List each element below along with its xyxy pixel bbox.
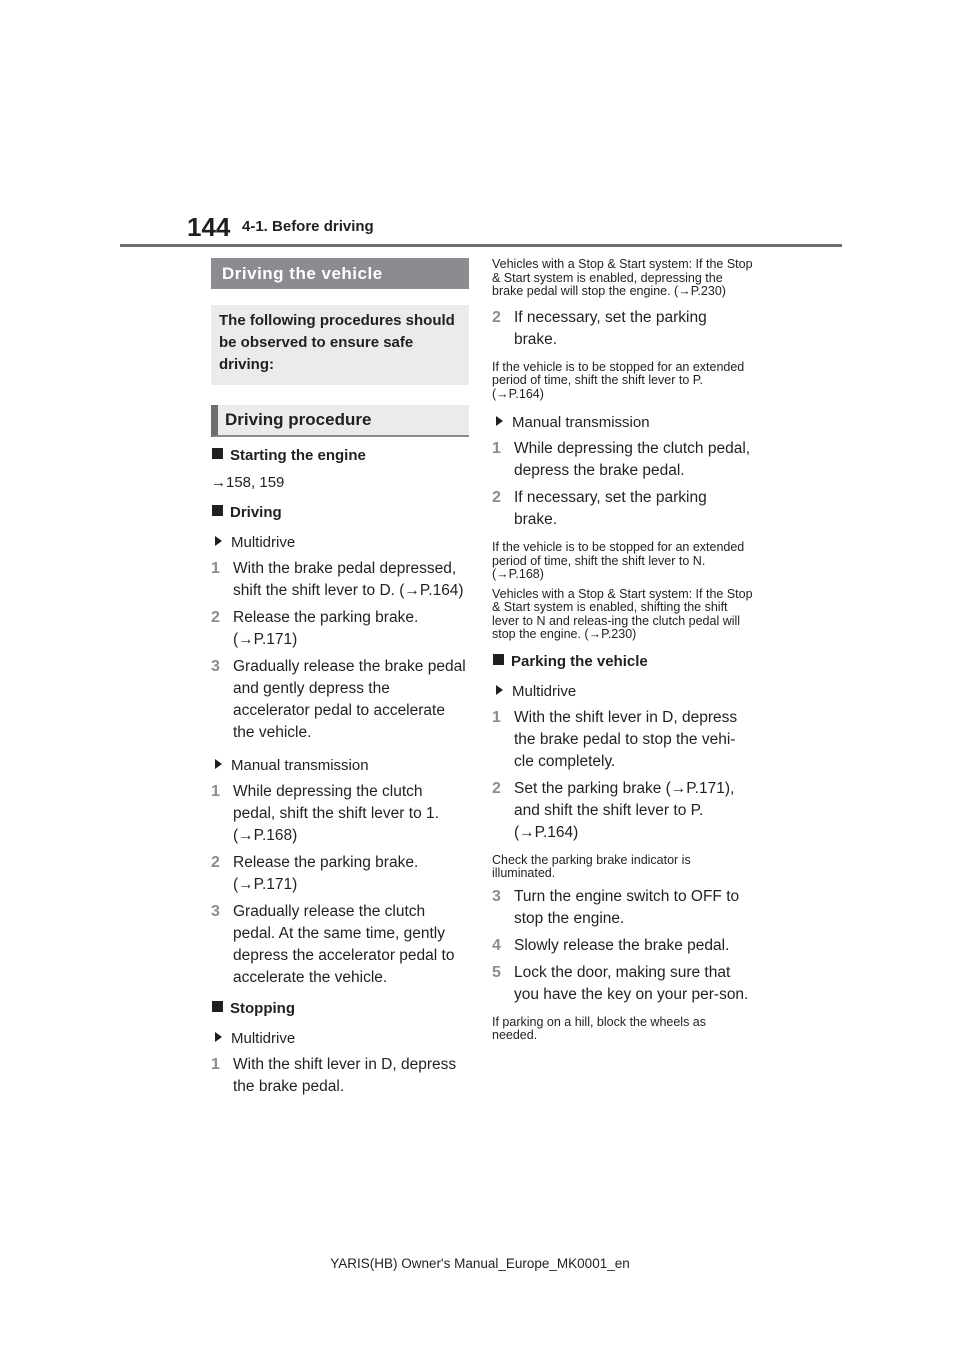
step: 2 If necessary, set the parking brake. — [492, 489, 707, 528]
note: Check the parking brake indicator is illuminated. — [492, 852, 691, 880]
step: 2 If necessary, set the parking brake. — [492, 308, 707, 348]
step: 2 Release the parking brake. (→P.171) — [211, 609, 419, 648]
triangle-bullet-icon — [215, 1032, 222, 1042]
starting-ref: →158, 159 — [211, 474, 285, 491]
step: 2 Set the parking brake (→P.171), and shift the shift lever to P. (→P.164) — [492, 779, 735, 841]
square-bullet-icon — [212, 1001, 223, 1012]
step: 1 While depressing the clutch pedal, depress the brake pedal. — [492, 440, 751, 479]
manual-label: Manual transmission — [492, 413, 754, 433]
heading-stopping: Stopping — [211, 999, 469, 1019]
step: 1 With the shift lever in D, depress the brake pedal to stop the vehi-cle completely. — [492, 708, 738, 770]
multidrive-label: Multidrive — [492, 682, 754, 702]
square-bullet-icon — [493, 654, 504, 665]
heading-starting: Starting the engine — [211, 446, 469, 466]
footer: YARIS(HB) Owner's Manual_Europe_MK0001_en — [330, 1256, 630, 1271]
section-title: Driving the vehicle — [211, 258, 469, 289]
triangle-bullet-icon — [215, 536, 222, 546]
note: Vehicles with a Stop & Start system: If the Stop & Start system is enabled, depressing the brake pedal will stop the engine. (→P.230) — [492, 257, 753, 298]
right-column — [492, 258, 754, 1043]
step: 1 While depressing the clutch pedal, shift the shift lever to 1. (→P.168) — [211, 783, 439, 844]
multidrive-label: Multidrive — [211, 1029, 469, 1049]
step: 4 Slowly release the brake pedal. — [492, 936, 730, 954]
triangle-bullet-icon — [496, 416, 503, 426]
section-label: 4-1. Before driving — [242, 218, 374, 235]
page-number: 144 — [187, 212, 231, 242]
note: If the vehicle is to be stopped for an extended period of time, shift the shift lever to N. (→P.168) — [492, 540, 745, 581]
triangle-bullet-icon — [215, 759, 222, 769]
step: 1 With the shift lever in D, depress the brake pedal. — [211, 1056, 457, 1095]
step: 3 Turn the engine switch to OFF to stop the engine. — [492, 887, 740, 927]
note: If the vehicle is to be stopped for an extended period of time, shift the shift lever to P. (→P.164) — [492, 359, 745, 401]
manual-label: Manual transmission — [211, 756, 469, 776]
heading-driving: Driving — [211, 503, 469, 523]
step: 1 With the brake pedal depressed, shift the shift lever to D. (→P.164) — [211, 560, 464, 599]
triangle-bullet-icon — [496, 685, 503, 695]
square-bullet-icon — [212, 505, 223, 516]
step: 5 Lock the door, making sure that you have the key on your per-son. — [492, 963, 749, 1003]
left-column — [211, 258, 469, 1098]
step: 2 Release the parking brake. (→P.171) — [211, 854, 419, 893]
square-bullet-icon — [212, 448, 223, 459]
step: 3 Gradually release the brake pedal and gently depress the accelerator pedal to accelerate the vehicle. — [211, 658, 466, 741]
header-rule — [120, 244, 842, 247]
heading-parking: Parking the vehicle — [492, 652, 754, 672]
note: If parking on a hill, block the wheels as needed. — [492, 1014, 707, 1042]
intro-box: The following procedures should be observed to ensure safe driving: — [211, 305, 469, 385]
step: 3 Gradually release the clutch pedal. At the same time, gently depress the accelerator pedal to accelerate the vehicle. — [211, 903, 455, 986]
note: Vehicles with a Stop & Start system: If the Stop & Start system is enabled, shifting the shift lever to N and releas-ing the clutch pedal will stop the engine. (→P.230) — [492, 586, 753, 641]
multidrive-label: Multidrive — [211, 533, 469, 553]
subsection-title: Driving procedure — [211, 405, 469, 437]
